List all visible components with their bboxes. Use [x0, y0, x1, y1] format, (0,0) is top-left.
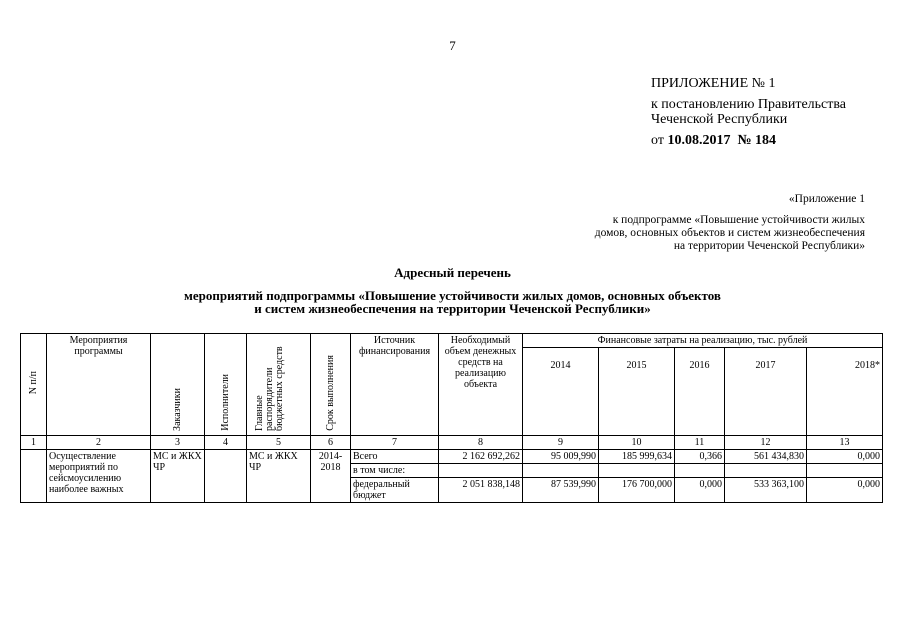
appendix-date-line — [651, 133, 846, 148]
row-2016-federal: 0,000 — [675, 478, 725, 503]
header-year-2014: 2014 — [523, 348, 599, 436]
reference-block — [505, 193, 865, 253]
row-source-federal: федеральный бюджет — [351, 478, 439, 503]
row-term: 2014-2018 — [311, 450, 351, 503]
col-number-2: 2 — [47, 436, 151, 450]
row-2015-total: 185 999,634 — [599, 450, 675, 464]
appendix-line-2: Чеченской Республики — [651, 112, 788, 127]
header-source: Источник финансирования — [351, 334, 439, 436]
row-required-federal: 2 051 838,148 — [439, 478, 523, 503]
appendix-date: 10.08.2017 — [667, 133, 731, 148]
row-2016-incl — [675, 464, 725, 478]
header-executors-text: Исполнители — [220, 374, 231, 431]
reference-line-4: на территории Чеченской Республики» — [673, 240, 865, 252]
col-number-12: 12 — [725, 436, 807, 450]
row-2015-federal: 176 700,000 — [599, 478, 675, 503]
header-year-2017: 2017 — [725, 348, 807, 436]
reference-line-1: «Приложение 1 — [788, 193, 865, 205]
header-managers-text: Главные распорядители бюджетных средств — [253, 346, 285, 431]
row-num — [21, 450, 47, 503]
row-customer: МС и ЖКХ ЧР — [151, 450, 205, 503]
header-customers — [151, 334, 205, 436]
row-2018-federal: 0,000 — [807, 478, 883, 503]
row-2014-incl — [523, 464, 599, 478]
appendix-title: ПРИЛОЖЕНИЕ № 1 — [651, 76, 776, 91]
col-number-4: 4 — [205, 436, 247, 450]
row-2015-incl — [599, 464, 675, 478]
col-number-5: 5 — [247, 436, 311, 450]
row-executor — [205, 450, 247, 503]
header-required: Необходимый объем денежных средств на реализацию объекта — [439, 334, 523, 436]
row-required-total: 2 162 692,262 — [439, 450, 523, 464]
row-measure: Осуществление мероприятий по сейсмоусилению наиболее важных — [47, 450, 151, 503]
col-number-8: 8 — [439, 436, 523, 450]
col-number-6: 6 — [311, 436, 351, 450]
row-2017-total: 561 434,830 — [725, 450, 807, 464]
header-managers — [247, 334, 311, 436]
document-subtitle — [0, 289, 905, 315]
header-year-2018: 2018* — [807, 348, 883, 436]
header-year-2016: 2016 — [675, 348, 725, 436]
page-number: 7 — [449, 38, 456, 53]
col-number-9: 9 — [523, 436, 599, 450]
reference-line-3: домов, основных объектов и систем жизнеобеспечения — [594, 227, 865, 239]
row-2014-total: 95 009,990 — [523, 450, 599, 464]
col-number-3: 3 — [151, 436, 205, 450]
appendix-date-prefix: от — [651, 133, 664, 148]
col-number-7: 7 — [351, 436, 439, 450]
header-term — [311, 334, 351, 436]
appendix-line-1: к постановлению Правительства — [651, 97, 847, 112]
measures-table — [20, 333, 883, 503]
row-source-incl: в том числе: — [351, 464, 439, 478]
reference-line-2: к подпрограмме «Повышение устойчивости жилых — [612, 214, 865, 226]
header-customers-text: Заказчики — [172, 388, 183, 431]
row-2017-federal: 533 363,100 — [725, 478, 807, 503]
col-number-13: 13 — [807, 436, 883, 450]
row-source-total: Всего — [351, 450, 439, 464]
row-manager: МС и ЖКХ ЧР — [247, 450, 311, 503]
header-term-text: Срок выполнения — [325, 355, 336, 431]
header-financial: Финансовые затраты на реализацию, тыс. рублей — [523, 334, 883, 348]
header-executors — [205, 334, 247, 436]
col-number-1: 1 — [21, 436, 47, 450]
header-num-text: N п/п — [28, 371, 39, 395]
header-year-2015: 2015 — [599, 348, 675, 436]
col-number-11: 11 — [675, 436, 725, 450]
document-subtitle-line-2: и систем жизнеобеспечения на территории Чеченской Республики» — [254, 301, 651, 316]
row-2014-federal: 87 539,990 — [523, 478, 599, 503]
appendix-number: № 184 — [737, 133, 777, 148]
header-num — [21, 334, 47, 436]
row-2018-total: 0,000 — [807, 450, 883, 464]
col-number-10: 10 — [599, 436, 675, 450]
document-title: Адресный перечень — [394, 265, 511, 280]
document-subtitle-line-1: мероприятий подпрограммы «Повышение устойчивости жилых домов, основных объектов — [184, 288, 721, 303]
row-required-incl — [439, 464, 523, 478]
row-2017-incl — [725, 464, 807, 478]
appendix-block — [651, 76, 846, 148]
header-measures: Мероприятия программы — [47, 334, 151, 436]
row-2018-incl — [807, 464, 883, 478]
row-2016-total: 0,366 — [675, 450, 725, 464]
table-row — [21, 450, 883, 464]
